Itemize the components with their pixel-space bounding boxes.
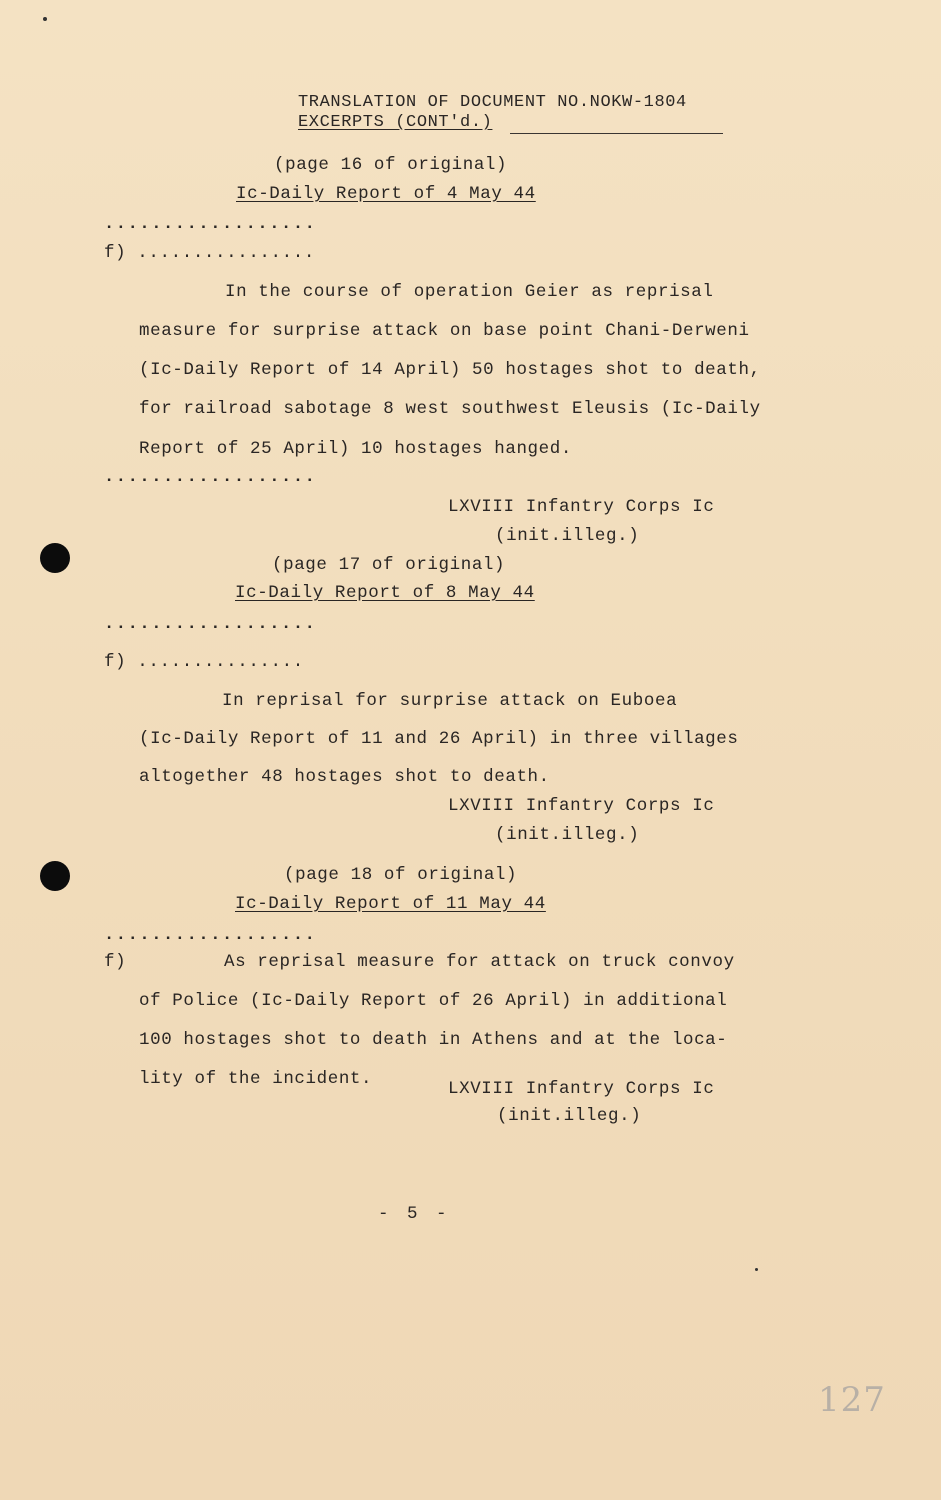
punch-hole-upper [40, 543, 70, 573]
page-reference: (page 17 of original) [272, 555, 506, 575]
paragraph-line: As reprisal measure for attack on truck convoy [224, 952, 735, 972]
omission-dots: .................. [104, 926, 317, 945]
omission-dots: .................. [104, 468, 317, 487]
page-number: - 5 - [378, 1204, 451, 1224]
document-title: TRANSLATION OF DOCUMENT NO.NOKW-1804 [298, 93, 687, 112]
paragraph-line: In reprisal for surprise attack on Euboea [222, 691, 678, 711]
paragraph-line: Report of 25 April) 10 hostages hanged. [139, 439, 572, 459]
punch-hole-lower [40, 861, 70, 891]
signature-block: LXVIII Infantry Corps Ic [448, 796, 715, 816]
signature-block: LXVIII Infantry Corps Ic [448, 497, 715, 517]
paragraph-line: In the course of operation Geier as reprisal [225, 282, 714, 302]
paper-speck [755, 1268, 758, 1271]
header-underline [510, 133, 723, 134]
paragraph-line: measure for surprise attack on base point Chani-Derweni [139, 321, 750, 341]
paragraph-line: (Ic-Daily Report of 14 April) 50 hostages shot to death, [139, 360, 761, 380]
report-title: Ic-Daily Report of 8 May 44 [235, 583, 535, 603]
report-title: Ic-Daily Report of 4 May 44 [236, 184, 536, 204]
paragraph-line: lity of the incident. [139, 1069, 373, 1089]
paragraph-line: (Ic-Daily Report of 11 and 26 April) in three villages [139, 729, 739, 749]
paragraph-line: altogether 48 hostages shot to death. [139, 767, 550, 787]
initials: (init.illeg.) [497, 1106, 642, 1126]
page-reference: (page 18 of original) [284, 865, 518, 885]
item-label: f) ............... [104, 652, 304, 672]
page-reference: (page 16 of original) [274, 155, 508, 175]
omission-dots: .................. [104, 215, 317, 234]
signature-block: LXVIII Infantry Corps Ic [448, 1079, 715, 1099]
paragraph-line: for railroad sabotage 8 west southwest Eleusis (Ic-Daily [139, 399, 761, 419]
paragraph-line: 100 hostages shot to death in Athens and at the loca- [139, 1030, 728, 1050]
document-subtitle: EXCERPTS (CONT'd.) [298, 113, 493, 132]
initials: (init.illeg.) [495, 526, 640, 546]
report-title: Ic-Daily Report of 11 May 44 [235, 894, 546, 914]
item-label: f) ................ [104, 243, 315, 263]
handwritten-page-mark: 127 [818, 1380, 886, 1420]
omission-dots: .................. [104, 615, 317, 634]
paragraph-line: of Police (Ic-Daily Report of 26 April) in additional [139, 991, 728, 1011]
paper-speck [43, 17, 47, 21]
initials: (init.illeg.) [495, 825, 640, 845]
item-label: f) [104, 952, 127, 972]
